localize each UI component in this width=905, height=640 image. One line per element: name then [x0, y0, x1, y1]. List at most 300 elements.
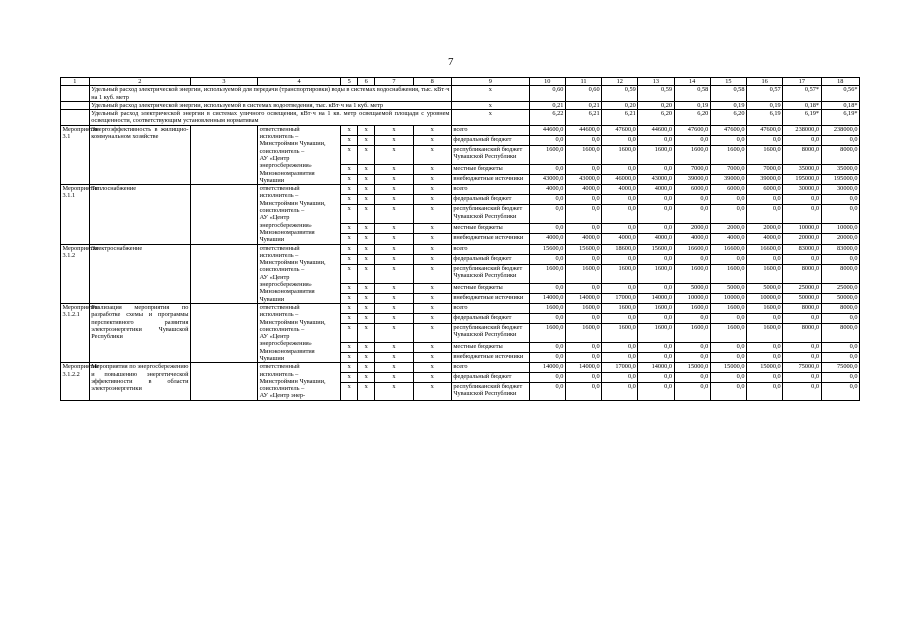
- funding-value: 1600,0: [602, 303, 638, 313]
- funding-value: 0,0: [783, 353, 821, 363]
- funding-value: 0,0: [529, 224, 565, 234]
- responsible-line: Минстроймин Чувашии,: [259, 199, 326, 207]
- funding-value: 0,0: [529, 164, 565, 174]
- indicator-value: 0,58: [674, 86, 710, 102]
- funding-source: внебюджетные источники: [451, 175, 529, 185]
- funding-value: 8000,0: [783, 145, 821, 164]
- measure-type: Мероприятие 3.1.2.1: [61, 303, 90, 362]
- x-mark: x: [375, 145, 413, 164]
- funding-value: 10000,0: [710, 293, 746, 303]
- funding-value: 14000,0: [529, 363, 565, 373]
- x-mark: x: [341, 164, 358, 174]
- x-mark: x: [358, 164, 375, 174]
- funding-value: 0,0: [529, 314, 565, 324]
- funding-source: всего: [451, 303, 529, 313]
- column-number: 8: [413, 78, 451, 86]
- funding-value: 8000,0: [821, 264, 859, 283]
- funding-value: 83000,0: [821, 244, 859, 254]
- x-mark: x: [413, 353, 451, 363]
- indicator-value: 6,20: [638, 110, 674, 126]
- x-mark: x: [341, 244, 358, 254]
- column-number: 6: [358, 78, 375, 86]
- funding-value: 44600,0: [565, 125, 601, 135]
- funding-value: 1600,0: [529, 303, 565, 313]
- funding-value: 4000,0: [602, 234, 638, 244]
- responsible-line: Минэкономразвития Чувашии: [259, 228, 315, 244]
- x-mark: x: [341, 353, 358, 363]
- responsible-line: исполнитель –: [259, 192, 299, 200]
- funding-value: 1600,0: [529, 324, 565, 343]
- funding-value: 30000,0: [821, 185, 859, 195]
- x-mark: x: [413, 185, 451, 195]
- funding-value: 238000,0: [783, 125, 821, 135]
- funding-value: 5000,0: [674, 283, 710, 293]
- x-mark: x: [375, 244, 413, 254]
- funding-value: 0,0: [674, 254, 710, 264]
- funding-value: 0,0: [710, 353, 746, 363]
- funding-value: 0,0: [821, 372, 859, 382]
- funding-value: 0,0: [565, 372, 601, 382]
- funding-value: 83000,0: [783, 244, 821, 254]
- funding-source: местные бюджеты: [451, 343, 529, 353]
- funding-value: 5000,0: [746, 283, 782, 293]
- x-mark: x: [358, 195, 375, 205]
- funding-value: 0,0: [638, 314, 674, 324]
- funding-value: 1600,0: [674, 145, 710, 164]
- x-mark: x: [375, 353, 413, 363]
- funding-value: 1600,0: [602, 145, 638, 164]
- funding-value: 0,0: [602, 343, 638, 353]
- funding-value: 1600,0: [674, 264, 710, 283]
- funding-value: 1600,0: [565, 303, 601, 313]
- funding-value: 0,0: [821, 205, 859, 224]
- x-mark: x: [375, 234, 413, 244]
- responsible-line: соисполнитель –: [259, 266, 305, 274]
- funding-value: 0,0: [674, 314, 710, 324]
- funding-value: 1600,0: [565, 324, 601, 343]
- x-mark: x: [341, 372, 358, 382]
- funding-source: республиканский бюджет Чувашской Республики: [451, 324, 529, 343]
- funding-value: 17000,0: [602, 293, 638, 303]
- funding-value: 10000,0: [746, 293, 782, 303]
- responsible-line: Минстроймин Чувашии,: [259, 318, 326, 326]
- funding-value: 0,0: [529, 382, 565, 400]
- funding-value: 6000,0: [710, 185, 746, 195]
- x-mark: x: [375, 185, 413, 195]
- funding-value: 0,0: [565, 254, 601, 264]
- indicator-value: 6,20: [710, 110, 746, 126]
- funding-value: 0,0: [529, 283, 565, 293]
- funding-value: 1600,0: [746, 324, 782, 343]
- funding-value: 46000,0: [602, 175, 638, 185]
- funding-value: 1600,0: [602, 264, 638, 283]
- measure-name: Реализация мероприятия по разработке схемы и программы перспективного развития электроэнергетики Чувашской Республики: [89, 303, 190, 362]
- funding-value: 4000,0: [565, 234, 601, 244]
- funding-value: 10000,0: [821, 224, 859, 234]
- funding-value: 0,0: [821, 353, 859, 363]
- funding-value: 8000,0: [821, 324, 859, 343]
- funding-value: 0,0: [674, 382, 710, 400]
- funding-value: 14000,0: [638, 293, 674, 303]
- x-mark: x: [358, 283, 375, 293]
- funding-value: 0,0: [783, 314, 821, 324]
- funding-value: 16600,0: [674, 244, 710, 254]
- funding-value: 2000,0: [674, 224, 710, 234]
- funding-value: 10000,0: [674, 293, 710, 303]
- funding-value: 1600,0: [746, 303, 782, 313]
- funding-value: 15000,0: [710, 363, 746, 373]
- indicator-row: [61, 86, 860, 102]
- x-mark: x: [413, 244, 451, 254]
- x-mark: x: [341, 343, 358, 353]
- funding-value: 0,0: [602, 205, 638, 224]
- column-number: 15: [710, 78, 746, 86]
- funding-value: 8000,0: [783, 324, 821, 343]
- x-mark: x: [413, 135, 451, 145]
- responsible-line: Минстроймин Чувашии,: [259, 259, 326, 267]
- x-mark: x: [413, 343, 451, 353]
- funding-value: 0,0: [529, 205, 565, 224]
- funding-value: 4000,0: [602, 185, 638, 195]
- measure-empty: [190, 363, 257, 400]
- funding-value: 0,0: [746, 314, 782, 324]
- funding-value: 195000,0: [783, 175, 821, 185]
- funding-value: 15600,0: [565, 244, 601, 254]
- responsible-line: ответственный: [259, 363, 300, 371]
- x-mark: x: [413, 303, 451, 313]
- funding-value: 0,0: [529, 353, 565, 363]
- x-mark: x: [375, 382, 413, 400]
- funding-value: 0,0: [674, 195, 710, 205]
- indicator-unit: x: [451, 110, 529, 126]
- x-mark: x: [413, 264, 451, 283]
- funding-value: 0,0: [746, 195, 782, 205]
- responsible-cell: [258, 303, 341, 362]
- funding-value: 14000,0: [565, 363, 601, 373]
- funding-value: 50000,0: [783, 293, 821, 303]
- indicator-value: 6,21: [565, 110, 601, 126]
- indicator-value: 0,18*: [821, 101, 859, 109]
- funding-value: 18600,0: [602, 244, 638, 254]
- funding-value: 0,0: [746, 353, 782, 363]
- indicator-row: [61, 101, 860, 109]
- funding-value: 1600,0: [638, 324, 674, 343]
- funding-value: 35000,0: [783, 164, 821, 174]
- funding-value: 0,0: [821, 343, 859, 353]
- indicator-value: 0,57*: [783, 86, 821, 102]
- funding-value: 14000,0: [565, 293, 601, 303]
- funding-value: 0,0: [529, 135, 565, 145]
- funding-value: 0,0: [565, 343, 601, 353]
- x-mark: x: [375, 303, 413, 313]
- column-number: 11: [565, 78, 601, 86]
- funding-value: 1600,0: [674, 324, 710, 343]
- x-mark: x: [375, 125, 413, 135]
- x-mark: x: [358, 382, 375, 400]
- funding-value: 4000,0: [674, 234, 710, 244]
- responsible-line: АУ «Центр энергосбережения»: [259, 154, 312, 170]
- x-mark: x: [358, 254, 375, 264]
- indicator-value: 0,19: [674, 101, 710, 109]
- x-mark: x: [341, 145, 358, 164]
- funding-value: 2000,0: [710, 224, 746, 234]
- indicator-value: 0,59: [638, 86, 674, 102]
- responsible-line: соисполнитель –: [259, 385, 305, 393]
- funding-value: 4000,0: [638, 185, 674, 195]
- funding-source: федеральный бюджет: [451, 372, 529, 382]
- x-mark: x: [341, 224, 358, 234]
- indicator-value: 0,56*: [821, 86, 859, 102]
- funding-value: 43000,0: [565, 175, 601, 185]
- funding-value: 0,0: [638, 254, 674, 264]
- column-number: 5: [341, 78, 358, 86]
- funding-value: 0,0: [565, 205, 601, 224]
- funding-value: 2000,0: [746, 224, 782, 234]
- funding-value: 8000,0: [821, 145, 859, 164]
- funding-value: 0,0: [821, 314, 859, 324]
- funding-value: 0,0: [638, 135, 674, 145]
- funding-value: 1600,0: [710, 145, 746, 164]
- funding-value: 0,0: [821, 382, 859, 400]
- funding-value: 0,0: [821, 195, 859, 205]
- responsible-cell: [258, 363, 341, 400]
- indicator-value: 0,60: [529, 86, 565, 102]
- funding-value: 4000,0: [529, 234, 565, 244]
- responsible-cell: [258, 125, 341, 184]
- funding-value: 1600,0: [710, 303, 746, 313]
- x-mark: x: [341, 293, 358, 303]
- funding-value: 0,0: [602, 314, 638, 324]
- funding-value: 0,0: [783, 343, 821, 353]
- x-mark: x: [341, 303, 358, 313]
- funding-value: 195000,0: [821, 175, 859, 185]
- x-mark: x: [341, 283, 358, 293]
- funding-value: 16600,0: [746, 244, 782, 254]
- funding-value: 0,0: [565, 314, 601, 324]
- funding-value: 0,0: [710, 195, 746, 205]
- funding-value: 0,0: [674, 343, 710, 353]
- x-mark: x: [375, 175, 413, 185]
- funding-value: 0,0: [674, 372, 710, 382]
- funding-value: 39000,0: [746, 175, 782, 185]
- responsible-line: исполнитель –: [259, 251, 299, 259]
- x-mark: x: [358, 314, 375, 324]
- x-mark: x: [358, 324, 375, 343]
- indicator-unit: x: [451, 86, 529, 102]
- funding-value: 0,0: [565, 224, 601, 234]
- funding-value: 0,0: [565, 195, 601, 205]
- funding-value: 0,0: [783, 135, 821, 145]
- x-mark: x: [375, 254, 413, 264]
- funding-value: 0,0: [783, 195, 821, 205]
- funding-source: республиканский бюджет Чувашской Республики: [451, 382, 529, 400]
- x-mark: x: [341, 175, 358, 185]
- funding-value: 0,0: [821, 254, 859, 264]
- funding-value: 0,0: [821, 135, 859, 145]
- funding-value: 0,0: [565, 164, 601, 174]
- x-mark: x: [375, 224, 413, 234]
- measure-empty: [190, 185, 257, 244]
- measure-name: Электроснабжение: [89, 244, 190, 303]
- indicator-value: 6,19*: [783, 110, 821, 126]
- x-mark: x: [413, 314, 451, 324]
- funding-value: 0,0: [710, 205, 746, 224]
- x-mark: x: [358, 363, 375, 373]
- funding-value: 0,0: [710, 343, 746, 353]
- column-number: 4: [258, 78, 341, 86]
- x-mark: x: [341, 254, 358, 264]
- x-mark: x: [413, 205, 451, 224]
- x-mark: x: [413, 175, 451, 185]
- funding-value: 15000,0: [746, 363, 782, 373]
- measure-empty: [190, 244, 257, 303]
- funding-value: 0,0: [674, 353, 710, 363]
- x-mark: x: [413, 324, 451, 343]
- funding-value: 0,0: [529, 195, 565, 205]
- column-number: 10: [529, 78, 565, 86]
- funding-value: 0,0: [710, 314, 746, 324]
- funding-source: всего: [451, 244, 529, 254]
- funding-value: 1600,0: [565, 264, 601, 283]
- funding-value: 25000,0: [821, 283, 859, 293]
- funding-value: 1600,0: [529, 264, 565, 283]
- funding-value: 15600,0: [529, 244, 565, 254]
- x-mark: x: [375, 264, 413, 283]
- funding-value: 0,0: [783, 205, 821, 224]
- indicator-value: 6,19*: [821, 110, 859, 126]
- column-number: 7: [375, 78, 413, 86]
- funding-value: 30000,0: [783, 185, 821, 195]
- funding-source: всего: [451, 185, 529, 195]
- x-mark: x: [413, 254, 451, 264]
- x-mark: x: [341, 135, 358, 145]
- funding-value: 5000,0: [710, 283, 746, 293]
- funding-source: местные бюджеты: [451, 164, 529, 174]
- funding-value: 1600,0: [746, 145, 782, 164]
- funding-value: 0,0: [674, 205, 710, 224]
- x-mark: x: [358, 303, 375, 313]
- funding-value: 0,0: [638, 343, 674, 353]
- x-mark: x: [358, 234, 375, 244]
- funding-value: 1600,0: [565, 145, 601, 164]
- x-mark: x: [358, 353, 375, 363]
- funding-value: 0,0: [746, 135, 782, 145]
- indicator-value: 6,21: [602, 110, 638, 126]
- responsible-line: ответственный: [259, 185, 300, 193]
- funding-value: 43000,0: [638, 175, 674, 185]
- x-mark: x: [358, 264, 375, 283]
- funding-value: 75000,0: [821, 363, 859, 373]
- measure-name: Теплоснабжение: [89, 185, 190, 244]
- column-number: 14: [674, 78, 710, 86]
- responsible-line: АУ «Центр энергосбережения»: [259, 214, 312, 229]
- responsible-line: Минстроймин Чувашии,: [259, 377, 326, 385]
- x-mark: x: [413, 234, 451, 244]
- funding-row: [61, 125, 860, 135]
- funding-value: 7000,0: [710, 164, 746, 174]
- empty-cell: [61, 86, 90, 102]
- funding-source: внебюджетные источники: [451, 353, 529, 363]
- funding-value: 1600,0: [602, 324, 638, 343]
- x-mark: x: [375, 343, 413, 353]
- x-mark: x: [358, 372, 375, 382]
- funding-value: 4000,0: [710, 234, 746, 244]
- x-mark: x: [341, 234, 358, 244]
- x-mark: x: [358, 175, 375, 185]
- funding-value: 8000,0: [783, 264, 821, 283]
- indicator-value: 0,57: [746, 86, 782, 102]
- funding-value: 8000,0: [821, 303, 859, 313]
- x-mark: x: [341, 195, 358, 205]
- funding-value: 15000,0: [674, 363, 710, 373]
- column-number: 12: [602, 78, 638, 86]
- funding-value: 4000,0: [746, 234, 782, 244]
- funding-value: 1600,0: [674, 303, 710, 313]
- x-mark: x: [413, 125, 451, 135]
- responsible-line: ответственный: [259, 303, 300, 311]
- funding-value: 0,0: [602, 372, 638, 382]
- funding-value: 0,0: [746, 372, 782, 382]
- x-mark: x: [375, 314, 413, 324]
- funding-value: 0,0: [602, 283, 638, 293]
- funding-value: 1600,0: [746, 264, 782, 283]
- funding-value: 0,0: [565, 283, 601, 293]
- indicator-value: 0,21: [529, 101, 565, 109]
- funding-source: республиканский бюджет Чувашской Республики: [451, 145, 529, 164]
- responsible-line: исполнитель –: [259, 370, 299, 378]
- program-table: [60, 77, 860, 401]
- funding-source: всего: [451, 125, 529, 135]
- x-mark: x: [358, 205, 375, 224]
- x-mark: x: [341, 324, 358, 343]
- responsible-cell: [258, 244, 341, 303]
- funding-value: 20000,0: [783, 234, 821, 244]
- x-mark: x: [341, 314, 358, 324]
- funding-value: 1600,0: [710, 264, 746, 283]
- x-mark: x: [375, 195, 413, 205]
- funding-value: 25000,0: [783, 283, 821, 293]
- funding-row: [61, 363, 860, 373]
- x-mark: x: [413, 382, 451, 400]
- funding-source: республиканский бюджет Чувашской Республики: [451, 264, 529, 283]
- funding-source: внебюджетные источники: [451, 293, 529, 303]
- funding-value: 10000,0: [783, 224, 821, 234]
- funding-value: 0,0: [602, 353, 638, 363]
- measure-type: Мероприятие 3.1.1: [61, 185, 90, 244]
- indicator-value: 0,20: [638, 101, 674, 109]
- funding-value: 8000,0: [783, 303, 821, 313]
- column-number: 13: [638, 78, 674, 86]
- funding-source: федеральный бюджет: [451, 314, 529, 324]
- funding-value: 47600,0: [746, 125, 782, 135]
- responsible-line: исполнитель –: [259, 133, 299, 141]
- x-mark: x: [341, 185, 358, 195]
- measure-empty: [190, 303, 257, 362]
- funding-value: 4000,0: [638, 234, 674, 244]
- funding-value: 0,0: [674, 135, 710, 145]
- measure-name: Мероприятия по энергосбережению и повышению энергетической эффективности в области электроэнергетики: [89, 363, 190, 400]
- x-mark: x: [341, 382, 358, 400]
- funding-value: 0,0: [638, 164, 674, 174]
- indicator-value: 0,19: [710, 101, 746, 109]
- funding-row: [61, 185, 860, 195]
- indicator-value: 0,58: [710, 86, 746, 102]
- table-body: [61, 78, 860, 401]
- x-mark: x: [358, 343, 375, 353]
- column-number: 16: [746, 78, 782, 86]
- responsible-line: ответственный: [259, 244, 300, 252]
- funding-value: 0,0: [746, 382, 782, 400]
